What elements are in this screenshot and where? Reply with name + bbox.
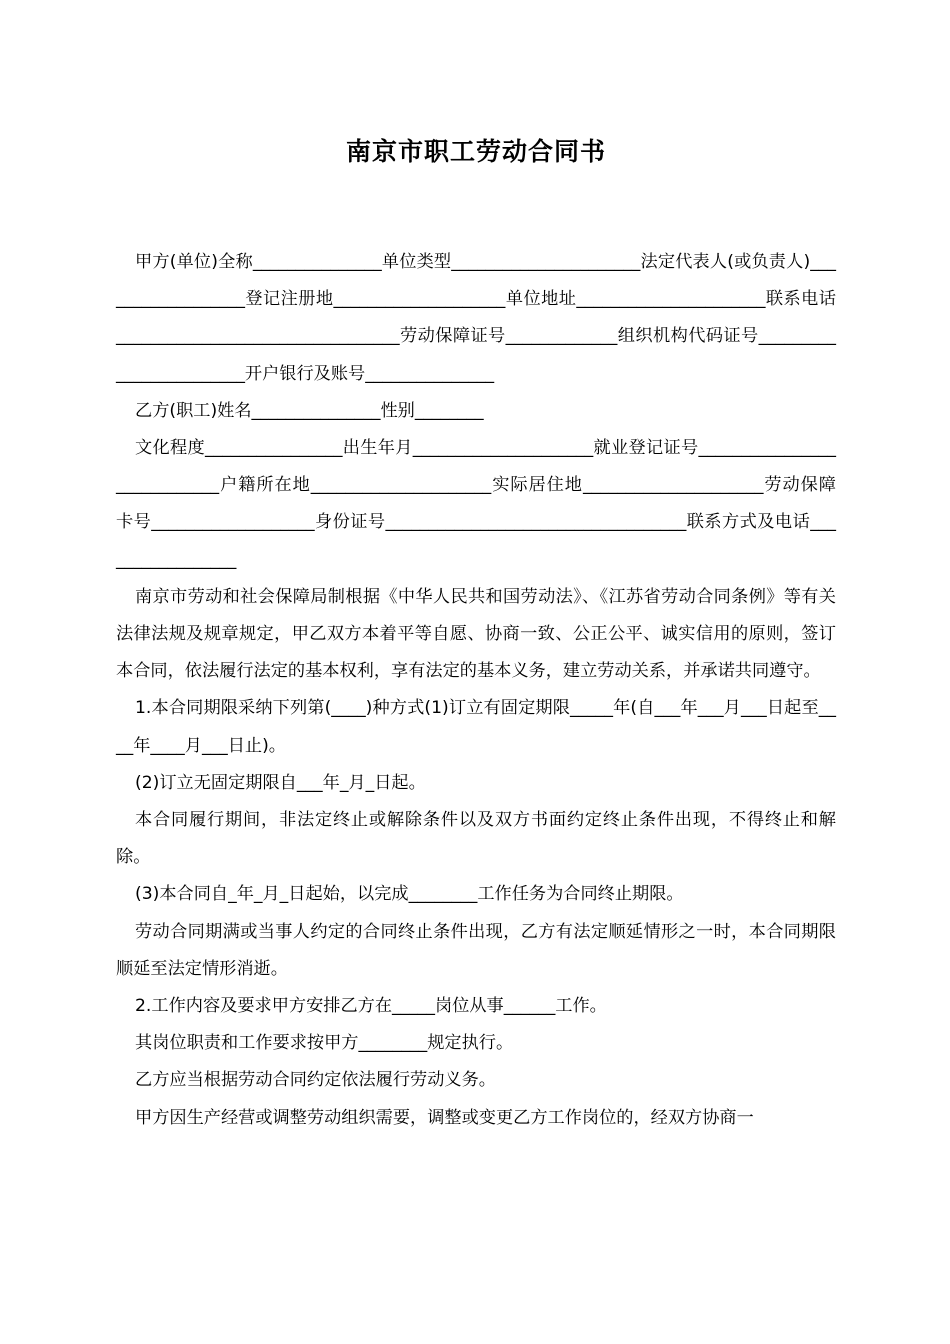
clause-2-adjustment-paragraph: 甲方因生产经营或调整劳动组织需要，调整或变更乙方工作岗位的，经双方协商一 <box>135 1107 754 1128</box>
party-b-details-paragraph: 文化程度________________出生年月_____________________就业登记证号____________________________户籍所在地_____________________实际居住地_____________________劳动保障卡号___________________身份证号___________________________________联系方式及电话_________________ <box>116 438 836 570</box>
party-b-name-paragraph: 乙方(职工)姓名_______________性别________ <box>135 400 484 421</box>
clause-2-duties-paragraph: 其岗位职责和工作要求按甲方________规定执行。 <box>135 1033 514 1054</box>
document-title: 南京市职工劳动合同书 <box>345 137 606 166</box>
preamble-paragraph: 南京市劳动和社会保障局制根据《中华人民共和国劳动法》、《江苏省劳动合同条例》等有关法律法规及规章规定，甲乙双方本着平等自愿、协商一致、公正公平、诚实信用的原则，签订本合同，依法履行法定的基本权利，享有法定的基本义务，建立劳动关系，并承诺共同遵守。 <box>116 586 836 682</box>
clause-2-work-paragraph: 2.工作内容及要求甲方安排乙方在_____岗位从事______工作。 <box>135 996 607 1017</box>
party-a-info-paragraph: 甲方(单位)全称_______________单位类型______________________法定代表人(或负责人)__________________登记注册地____________________单位地址______________________联系电话_________________________________劳动保障证号_____________组织机构代码证号________________________开户银行及账号_______________ <box>116 252 836 384</box>
clause-1-term-paragraph: 1.本合同期限采纳下列第(____)种方式(1)订立有固定期限_____年(自___年___月___日起至____年____月___日止)。 <box>116 698 836 756</box>
clause-1-termination-paragraph: 本合同履行期间，非法定终止或解除条件以及双方书面约定终止条件出现，不得终止和解除。 <box>116 810 836 868</box>
clause-1-option-3-paragraph: (3)本合同自_年_月_日起始，以完成________工作任务为合同终止期限。 <box>135 884 684 905</box>
clause-1-extension-paragraph: 劳动合同期满或当事人约定的合同终止条件出现，乙方有法定顺延情形之一时，本合同期限顺延至法定情形消逝。 <box>116 921 836 979</box>
contract-body <box>116 244 836 1137</box>
clause-1-option-2-paragraph: (2)订立无固定期限自___年_月_日起。 <box>135 772 426 793</box>
clause-2-obligation-paragraph: 乙方应当根据劳动合同约定依法履行劳动义务。 <box>135 1070 496 1091</box>
